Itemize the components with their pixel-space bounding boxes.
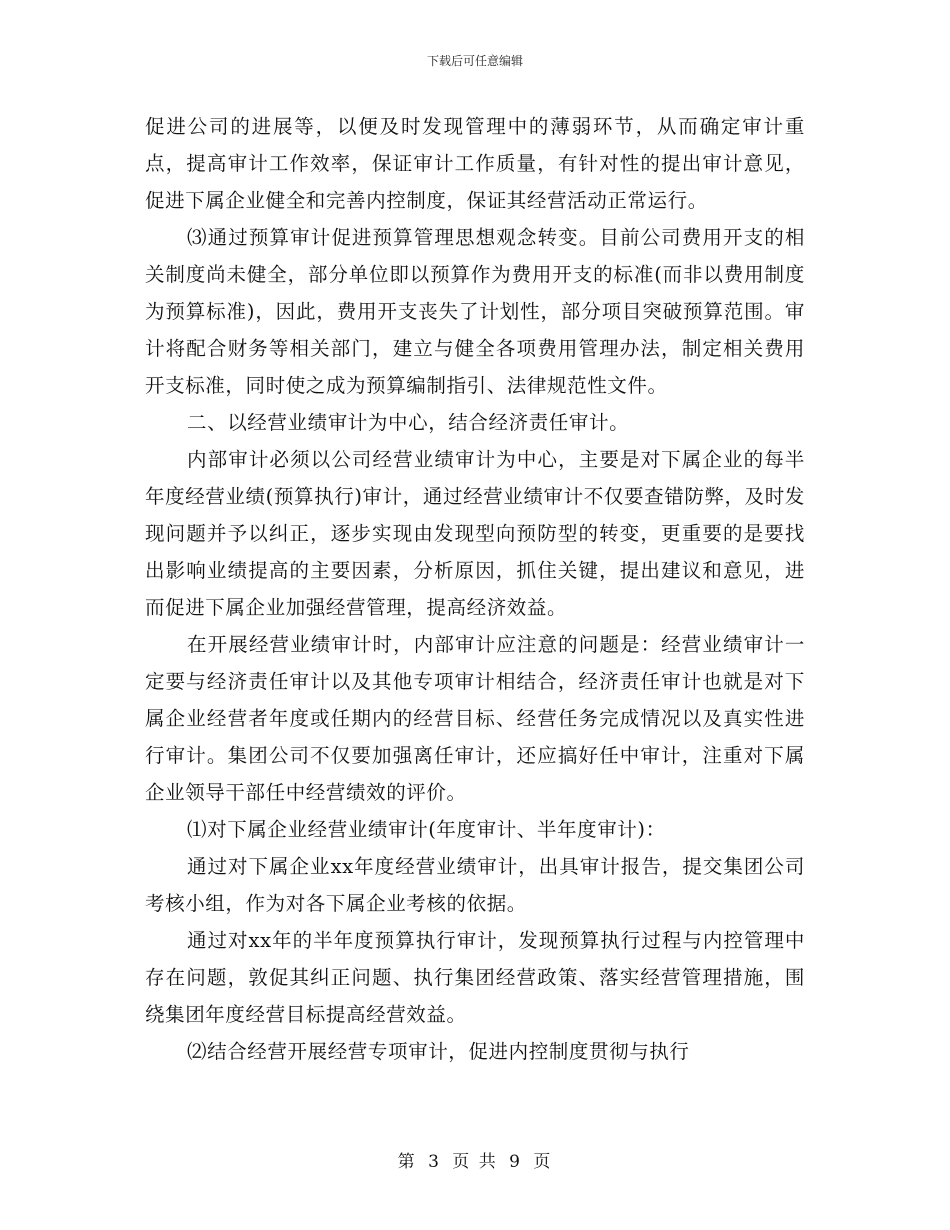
footer-prefix: 第 [397, 1152, 417, 1172]
paragraph-7: 通过对下属企业xx年度经营业绩审计，出具审计报告，提交集团公司考核小组，作为对各下属企业考核的依据。 [145, 855, 805, 915]
paragraph-6: ⑴对下属企业经营业绩审计(年度审计、半年度审计)： [187, 818, 666, 841]
footer-total-pages: 9 [509, 1152, 522, 1172]
paragraph-4: 内部审计必须以公司经营业绩审计为中心，主要是对下属企业的每半年度经营业绩(预算执行)审计，通过经营业绩审计不仅要查错防弊，及时发现问题并予以纠正，逐步实现由发现型向预防型的转变，更重要的是要找出影响业绩提高的主要因素，分析原因，抓住关键，提出建议和意见，进而促进下属企业加强经营管理，提高经济效益。 [145, 448, 805, 619]
paragraph-1: 促进公司的进展等，以便及时发现管理中的薄弱环节，从而确定审计重点，提高审计工作效率，保证审计工作质量，有针对性的提出审计意见，促进下属企业健全和完善内控制度，保证其经营活动正常运行。 [145, 115, 805, 212]
page-header: 下载后可任意编辑 [426, 54, 523, 68]
paragraph-2: ⑶通过预算审计促进预算管理思想观念转变。目前公司费用开支的相关制度尚未健全，部分单位即以预算作为费用开支的标准(而非以费用制度为预算标准)，因此，费用开支丧失了计划性，部分项目突破预算范围。审计将配合财务等相关部门，建立与健全各项费用管理办法，制定相关费用开支标准，同时使之成为预算编制指引、法律规范性文件。 [145, 226, 805, 397]
footer-middle: 页 共 [452, 1152, 498, 1172]
section-heading-2: 二、以经营业绩审计为中心，结合经济责任审计。 [187, 411, 630, 434]
document-body [145, 108, 805, 1070]
paragraph-9: ⑵结合经营开展经营专项审计，促进内控制度贯彻与执行 [187, 1040, 690, 1063]
footer-current-page: 3 [428, 1152, 441, 1172]
paragraph-8: 通过对xx年的半年度预算执行审计，发现预算执行过程与内控管理中存在问题，敦促其纠正问题、执行集团经营政策、落实经营管理措施，围绕集团年度经营目标提高经营效益。 [145, 929, 805, 1026]
paragraph-5: 在开展经营业绩审计时，内部审计应注意的问题是：经营业绩审计一定要与经济责任审计以及其他专项审计相结合，经济责任审计也就是对下属企业经营者年度或任期内的经营目标、经营任务完成情况以及真实性进行审计。集团公司不仅要加强离任审计，还应搞好任中审计，注重对下属企业领导干部任中经营绩效的评价。 [145, 633, 805, 804]
page-footer [0, 1152, 950, 1172]
footer-suffix: 页 [533, 1152, 553, 1172]
